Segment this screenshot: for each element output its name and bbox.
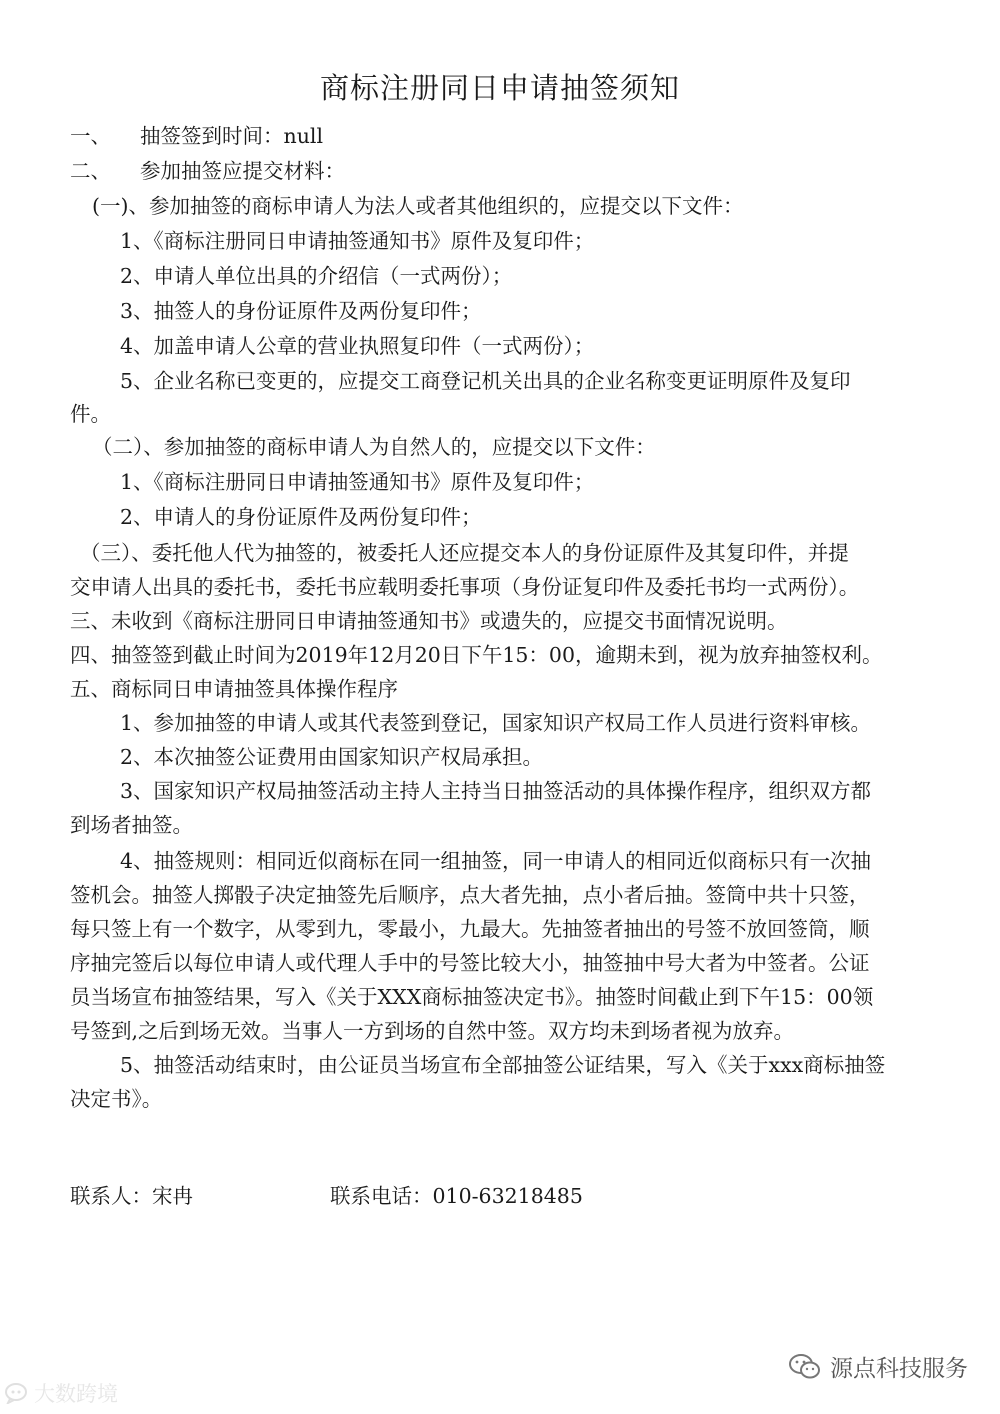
procedure-item-continuation: 序抽完签后以每位申请人或代理人手中的号签比较大小，抽签抽中号大者为中签者。公证 <box>70 951 870 975</box>
section-4-text: 四、抽签签到截止时间为2019年12月20日下午15：00，逾期未到，视为放弃抽签权利。 <box>70 643 883 667</box>
page-title: 商标注册同日申请抽签须知 <box>319 71 680 105</box>
procedure-item-continuation: 签机会。抽签人掷骰子决定抽签先后顺序，点大者先抽，点小者后抽。签筒中共十只签， <box>70 883 870 907</box>
watermark-right <box>788 1350 968 1383</box>
list-item: 5、企业名称已变更的，应提交工商登记机关出具的企业名称变更证明原件及复印 <box>120 369 851 393</box>
watermark-left <box>4 1378 118 1408</box>
section-5-heading: 五、商标同日申请抽签具体操作程序 <box>70 677 398 701</box>
list-item-continuation: 件。 <box>70 402 111 426</box>
list-item: 1、《商标注册同日申请抽签通知书》原件及复印件； <box>120 229 595 253</box>
procedure-item: 3、国家知识产权局抽签活动主持人主持当日抽签活动的具体操作程序，组织双方都 <box>120 779 872 803</box>
section-2-text: 参加抽签应提交材料： <box>140 159 345 183</box>
subsection-1-heading: (一)、参加抽签的商标申请人为法人或者其他组织的，应提交以下文件： <box>92 194 744 218</box>
procedure-item: 4、抽签规则：相同近似商标在同一组抽签，同一申请人的相同近似商标只有一次抽 <box>120 849 872 873</box>
subsection-2-heading: （二）、参加抽签的商标申请人为自然人的，应提交以下文件： <box>92 435 656 459</box>
procedure-item-continuation: 每只签上有一个数字，从零到九，零最小，九最大。先抽签者抽出的号签不放回签筒，顺 <box>70 917 870 941</box>
procedure-item: 2、本次抽签公证费用由国家知识产权局承担。 <box>120 745 544 769</box>
list-item: 1、《商标注册同日申请抽签通知书》原件及复印件； <box>120 470 595 494</box>
watermark-right-text: 源点科技服务 <box>830 1356 968 1382</box>
subsection-3-text: 交申请人出具的委托书，委托书应载明委托事项（身份证复印件及委托书均一式两份）。 <box>70 575 860 599</box>
procedure-item-continuation: 决定书》。 <box>70 1087 163 1111</box>
procedure-item-continuation: 号签到,之后到场无效。当事人一方到场的自然中签。双方均未到场者视为放弃。 <box>70 1019 795 1043</box>
subsection-3-text: （三）、委托他人代为抽签的，被委托人还应提交本人的身份证原件及其复印件，并提 <box>80 541 849 565</box>
watermark-left-text: 大数跨境 <box>34 1382 118 1406</box>
list-item: 2、申请人的身份证原件及两份复印件； <box>120 505 482 529</box>
section-2-marker: 二、 <box>70 159 111 183</box>
list-item: 4、加盖申请人公章的营业执照复印件（一式两份）； <box>120 334 595 358</box>
bubble-logo-icon <box>4 1382 30 1404</box>
wechat-logo-icon <box>788 1352 822 1382</box>
contact-phone: 联系电话：010-63218485 <box>330 1184 583 1208</box>
procedure-item-continuation: 员当场宣布抽签结果，写入《关于XXX商标抽签决定书》。抽签时间截止到下午15：00领 <box>70 985 874 1009</box>
section-1-text: 抽签签到时间：null <box>140 124 324 148</box>
procedure-item-continuation: 到场者抽签。 <box>70 813 193 837</box>
section-1-marker: 一、 <box>70 124 111 148</box>
contact-person: 联系人：宋冉 <box>70 1184 193 1208</box>
procedure-item: 5、抽签活动结束时，由公证员当场宣布全部抽签公证结果，写入《关于xxx商标抽签 <box>120 1053 886 1077</box>
section-3-text: 三、未收到《商标注册同日申请抽签通知书》或遗失的，应提交书面情况说明。 <box>70 609 788 633</box>
list-item: 3、抽签人的身份证原件及两份复印件； <box>120 299 482 323</box>
list-item: 2、申请人单位出具的介绍信（一式两份）； <box>120 264 513 288</box>
procedure-item: 1、参加抽签的申请人或其代表签到登记，国家知识产权局工作人员进行资料审核。 <box>120 711 872 735</box>
